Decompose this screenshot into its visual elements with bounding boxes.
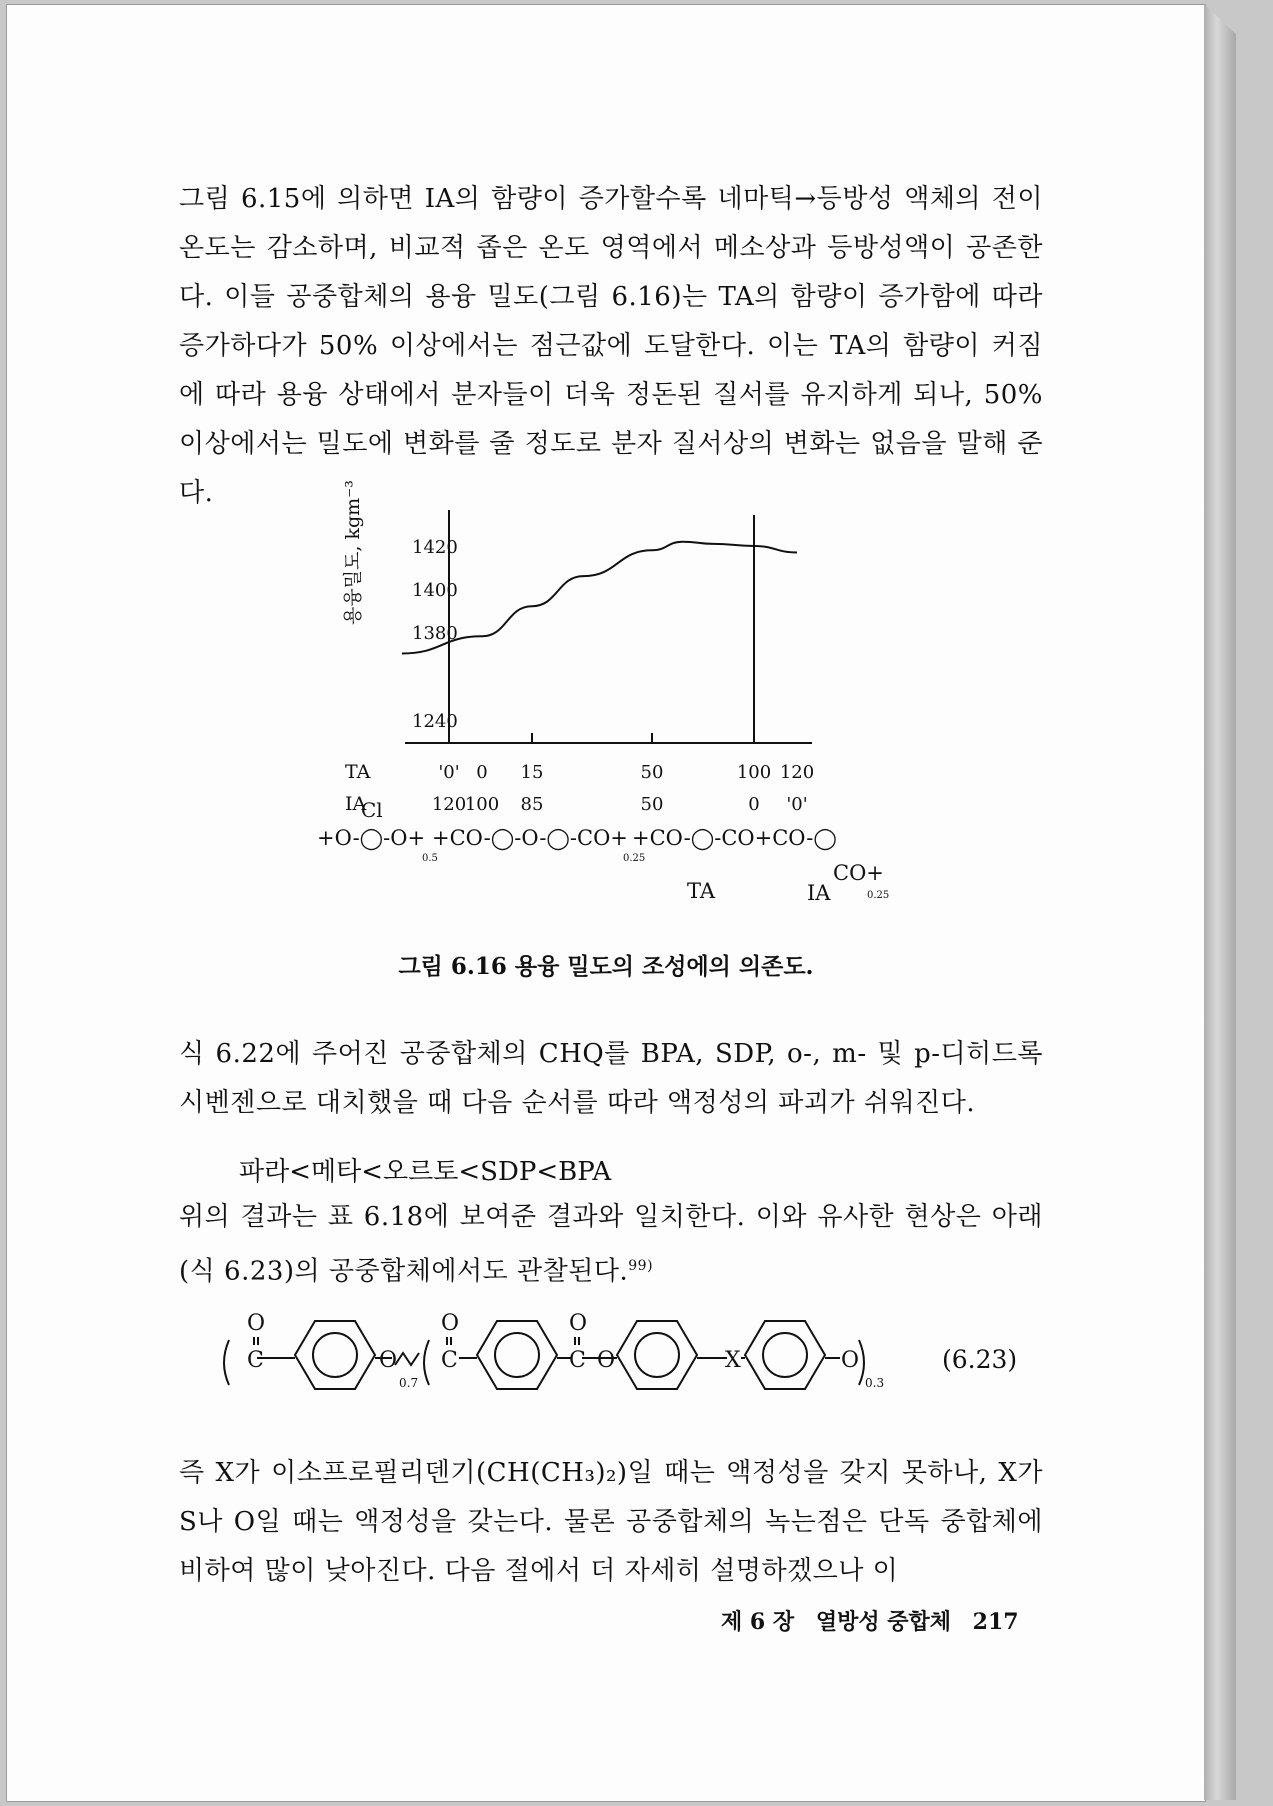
subscript-0-3: 0.3 [865, 1376, 885, 1390]
paragraph-2b-text: 위의 결과는 표 6.18에 보여준 결과와 일치한다. 이와 유사한 현상은 아래(식 6.23)의 공중합체에서도 관찰된다. [179, 1202, 1043, 1287]
footer-chapter: 제 6 장 [721, 1609, 795, 1635]
y-tick-label: 1380 [412, 623, 458, 644]
segment-4: CO+ [833, 861, 884, 885]
y-axis-label: 용융밀도, kgm⁻³ [342, 480, 364, 625]
subscript-2: 0.25 [623, 853, 646, 864]
x-tick-label: 100 [736, 762, 772, 783]
carbonyl-o-3: O [569, 1311, 588, 1336]
equation-number: (6.23) [942, 1345, 1018, 1374]
carbonyl-c-3: C [569, 1348, 586, 1373]
carbonyl-o-2: O [441, 1311, 460, 1336]
carbonyl-o-1: O [247, 1311, 266, 1336]
page-footer [721, 1605, 1033, 1636]
x-tick-label: 0 [748, 794, 760, 815]
book-page [6, 4, 1206, 1802]
reference-99: 99) [628, 1258, 654, 1274]
y-tick-label: 1400 [412, 580, 458, 601]
segment-1: +O-◯-O+ [317, 826, 426, 850]
x-tick-label: 120 [779, 762, 815, 783]
x-row-name: TA [345, 761, 371, 783]
subscript-1: 0.5 [422, 853, 438, 864]
x-tick-label: 15 [520, 762, 544, 783]
x-tick-label: 0 [476, 762, 488, 783]
paragraph-2 [179, 1030, 1043, 1128]
chloro-label: Cl [361, 798, 383, 822]
equation-6-23 [7, 1305, 1205, 1415]
y-tick-label: 1420 [412, 537, 458, 558]
page-number: 217 [972, 1609, 1019, 1635]
paragraph-2b [179, 1193, 1043, 1297]
segment-2: +CO-◯-O-◯-CO+ [432, 826, 628, 850]
segment-3: +CO-◯-CO+CO-◯ [632, 826, 837, 850]
ester-o: O [597, 1348, 616, 1373]
footer-title: 열방성 중합체 [815, 1609, 951, 1635]
ia-unit-label: IA [807, 881, 831, 905]
paragraph-2-text: 식 6.22에 주어진 공중합체의 CHQ를 BPA, SDP, o-, m- 및 p-디히드록시벤젠으로 대치했을 때 다음 순서를 따라 액정성의 파괴가 쉬워진다. [179, 1039, 1043, 1118]
paragraph-3: 즉 X가 이소프로필리덴기(CH(CH₃)₂)일 때는 액정성을 갖지 못하나, X가 S나 O일 때는 액정성을 갖는다. 물론 공중합체의 녹는점은 단독 중합체에 비하여 많이 낮아진다. 다음 절에서 더 자세히 설명하겠으나 이 [179, 1458, 1043, 1586]
x-tick-label: '0' [438, 762, 460, 783]
ether-o-1: O [379, 1348, 398, 1373]
carbonyl-c-2: C [441, 1348, 458, 1373]
y-tick-label: 1240 [412, 711, 458, 732]
ether-o-2: O [841, 1348, 860, 1373]
x-tick-label: '0' [786, 794, 808, 815]
paragraph-1: 그림 6.15에 의하면 IA의 함량이 증가할수록 네마틱→등방성 액체의 전이온도는 감소하며, 비교적 좁은 온도 영역에서 메소상과 등방성액이 공존한다. 이들 공중합체의 용융 밀도(그림 6.16)는 TA의 함량이 증가함에 따라 증가하다가 50% 이상에서는 점근값에 도달한다. 이는 TA의 함량이 커짐에 따라 용융 상태에서 분자들이 더욱 정돈된 질서를 유지하게 되나, 50% 이상에서는 밀도에 변화를 줄 정도로 분자 질서상의 변화는 없음을 말해 준다. [179, 184, 1043, 508]
x-linker: X [725, 1348, 741, 1373]
subscript-0-7: 0.7 [399, 1376, 419, 1390]
figure-caption: 그림 6.16 용융 밀도의 조성에의 의존도. [398, 953, 814, 980]
x-tick-label: 120 [431, 794, 467, 815]
subscript-4: 0.25 [867, 890, 890, 901]
x-tick-label: 85 [520, 794, 544, 815]
x-tick-label: 50 [640, 794, 664, 815]
x-row-name: IA [345, 793, 367, 815]
x-tick-label: 100 [464, 794, 500, 815]
ta-unit-label: TA [687, 879, 716, 903]
carbonyl-c-1: C [247, 1348, 264, 1373]
order-sequence: 파라<메타<오르토<SDP<BPA [239, 1157, 612, 1187]
x-tick-label: 50 [640, 762, 664, 783]
page-edge [1204, 4, 1236, 1800]
copolymer-structure [7, 5, 1205, 945]
